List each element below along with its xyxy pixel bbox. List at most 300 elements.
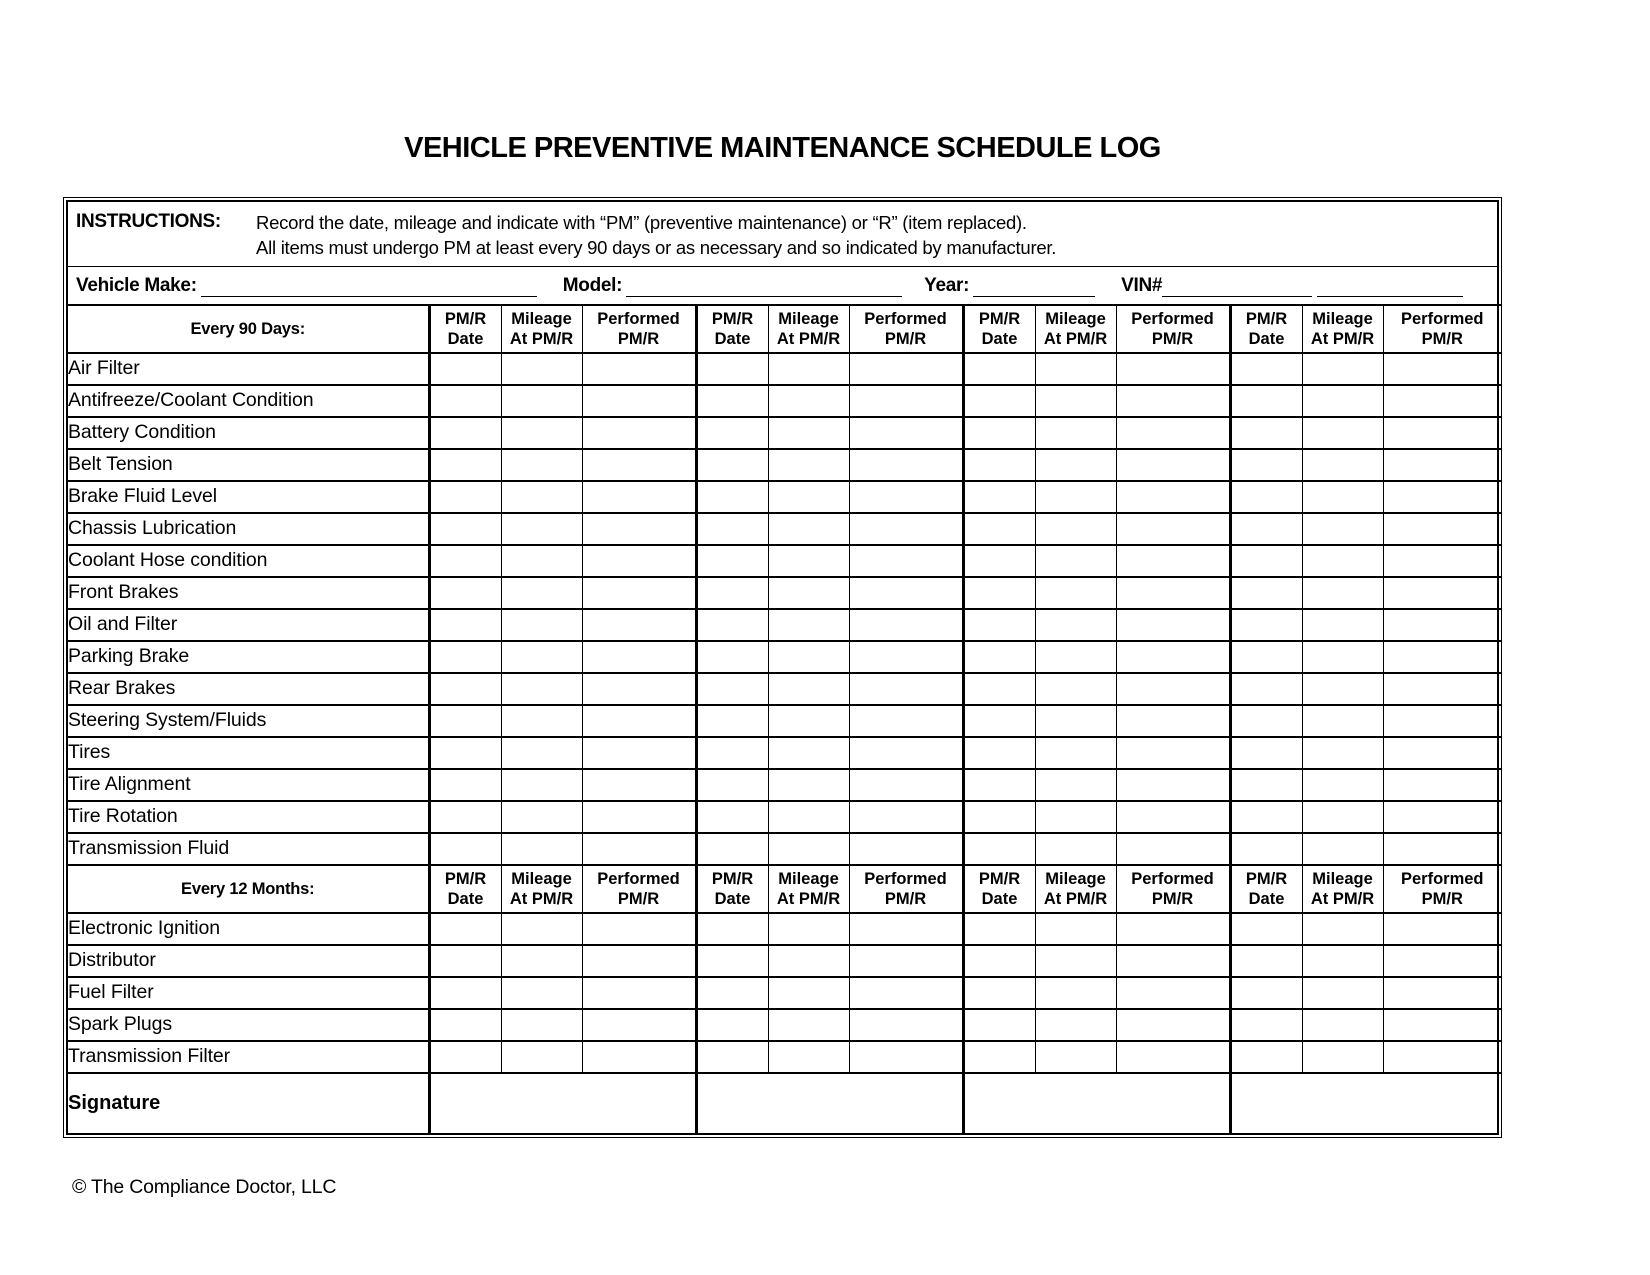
entry-cell[interactable] [1035, 673, 1116, 705]
entry-cell[interactable] [1035, 353, 1116, 385]
vin-field[interactable] [1162, 273, 1312, 297]
entry-cell[interactable] [849, 913, 963, 945]
entry-cell[interactable] [696, 737, 768, 769]
entry-cell[interactable] [1302, 737, 1383, 769]
entry-cell[interactable] [501, 449, 582, 481]
entry-cell[interactable] [696, 385, 768, 417]
entry-cell[interactable] [1302, 641, 1383, 673]
column-header: Mileage At PM/R [501, 305, 582, 353]
column-header: PM/R Date [1230, 305, 1302, 353]
entry-cell[interactable] [696, 705, 768, 737]
entry-cell[interactable] [768, 1041, 849, 1073]
entry-cell[interactable] [963, 977, 1035, 1009]
entry-cell[interactable] [1302, 977, 1383, 1009]
entry-cell[interactable] [1116, 353, 1230, 385]
entry-cell[interactable] [1116, 801, 1230, 833]
entry-cell[interactable] [1035, 977, 1116, 1009]
entry-cell[interactable] [582, 417, 696, 449]
entry-cell[interactable] [1302, 945, 1383, 977]
entry-cell[interactable] [1116, 481, 1230, 513]
table-row [68, 353, 1501, 385]
entry-cell[interactable] [963, 673, 1035, 705]
entry-cell[interactable] [582, 801, 696, 833]
entry-cell[interactable] [768, 705, 849, 737]
entry-cell[interactable] [849, 1041, 963, 1073]
entry-cell[interactable] [501, 705, 582, 737]
entry-cell[interactable] [429, 913, 501, 945]
entry-cell[interactable] [1302, 449, 1383, 481]
table-row [68, 833, 1501, 865]
entry-cell[interactable] [1383, 385, 1501, 417]
signature-cell[interactable] [696, 1073, 963, 1133]
entry-cell[interactable] [1035, 1009, 1116, 1041]
entry-cell[interactable] [696, 545, 768, 577]
instructions-label: INSTRUCTIONS: [76, 211, 221, 232]
entry-cell[interactable] [1230, 577, 1302, 609]
entry-cell[interactable] [696, 913, 768, 945]
entry-cell[interactable] [1383, 353, 1501, 385]
entry-cell[interactable] [768, 801, 849, 833]
entry-cell[interactable] [1302, 1041, 1383, 1073]
entry-cell[interactable] [429, 417, 501, 449]
entry-cell[interactable] [963, 801, 1035, 833]
entry-cell[interactable] [696, 945, 768, 977]
signature-cell[interactable] [963, 1073, 1230, 1133]
entry-cell[interactable] [1116, 945, 1230, 977]
entry-cell[interactable] [1035, 769, 1116, 801]
entry-cell[interactable] [582, 545, 696, 577]
entry-cell[interactable] [849, 353, 963, 385]
entry-cell[interactable] [1383, 673, 1501, 705]
entry-cell[interactable] [582, 945, 696, 977]
entry-cell[interactable] [429, 833, 501, 865]
entry-cell[interactable] [1383, 641, 1501, 673]
item-label: Rear Brakes [68, 673, 429, 705]
entry-cell[interactable] [963, 577, 1035, 609]
entry-cell[interactable] [1116, 705, 1230, 737]
entry-cell[interactable] [768, 577, 849, 609]
entry-cell[interactable] [429, 801, 501, 833]
entry-cell[interactable] [429, 385, 501, 417]
entry-cell[interactable] [696, 673, 768, 705]
entry-cell[interactable] [1383, 801, 1501, 833]
entry-cell[interactable] [582, 1041, 696, 1073]
entry-cell[interactable] [1230, 641, 1302, 673]
form-body [66, 200, 1499, 1135]
instruction-line-2: All items must undergo PM at least every 90 days or as necessary and so indicated by manufacturer. [256, 236, 1057, 258]
entry-cell[interactable] [768, 673, 849, 705]
vehicle-info-row [68, 267, 1497, 304]
item-label: Brake Fluid Level [68, 481, 429, 513]
entry-cell[interactable] [1116, 737, 1230, 769]
model-field[interactable] [626, 273, 902, 297]
entry-cell[interactable] [1035, 449, 1116, 481]
entry-cell[interactable] [1302, 353, 1383, 385]
entry-cell[interactable] [696, 449, 768, 481]
entry-cell[interactable] [582, 1009, 696, 1041]
entry-cell[interactable] [429, 449, 501, 481]
entry-cell[interactable] [963, 833, 1035, 865]
column-header: Performed PM/R [1383, 305, 1501, 353]
entry-cell[interactable] [963, 1009, 1035, 1041]
entry-cell[interactable] [429, 609, 501, 641]
entry-cell[interactable] [1383, 513, 1501, 545]
entry-cell[interactable] [849, 737, 963, 769]
entry-cell[interactable] [501, 481, 582, 513]
item-label: Electronic Ignition [68, 913, 429, 945]
entry-cell[interactable] [849, 417, 963, 449]
entry-cell[interactable] [582, 977, 696, 1009]
entry-cell[interactable] [429, 945, 501, 977]
entry-cell[interactable] [501, 977, 582, 1009]
entry-cell[interactable] [849, 673, 963, 705]
entry-cell[interactable] [963, 705, 1035, 737]
entry-cell[interactable] [429, 545, 501, 577]
column-header: Mileage At PM/R [1302, 305, 1383, 353]
model-label: Model: [562, 274, 623, 296]
item-label: Battery Condition [68, 417, 429, 449]
entry-cell[interactable] [1383, 577, 1501, 609]
entry-cell[interactable] [849, 977, 963, 1009]
entry-cell[interactable] [1383, 737, 1501, 769]
column-header: Performed PM/R [582, 865, 696, 913]
entry-cell[interactable] [696, 353, 768, 385]
entry-cell[interactable] [1116, 673, 1230, 705]
entry-cell[interactable] [501, 833, 582, 865]
entry-cell[interactable] [1230, 449, 1302, 481]
entry-cell[interactable] [1383, 913, 1501, 945]
entry-cell[interactable] [1230, 801, 1302, 833]
entry-cell[interactable] [501, 1041, 582, 1073]
entry-cell[interactable] [429, 705, 501, 737]
entry-cell[interactable] [1230, 513, 1302, 545]
entry-cell[interactable] [1035, 545, 1116, 577]
entry-cell[interactable] [849, 769, 963, 801]
entry-cell[interactable] [429, 673, 501, 705]
entry-cell[interactable] [849, 641, 963, 673]
entry-cell[interactable] [768, 641, 849, 673]
entry-cell[interactable] [1116, 545, 1230, 577]
entry-cell[interactable] [696, 769, 768, 801]
entry-cell[interactable] [501, 737, 582, 769]
entry-cell[interactable] [501, 945, 582, 977]
entry-cell[interactable] [696, 833, 768, 865]
entry-cell[interactable] [501, 641, 582, 673]
entry-cell[interactable] [1302, 801, 1383, 833]
entry-cell[interactable] [1230, 609, 1302, 641]
entry-cell[interactable] [501, 609, 582, 641]
entry-cell[interactable] [1035, 945, 1116, 977]
entry-cell[interactable] [1302, 705, 1383, 737]
entry-cell[interactable] [768, 353, 849, 385]
entry-cell[interactable] [768, 769, 849, 801]
section-label-12-months: Every 12 Months: [68, 865, 429, 913]
entry-cell[interactable] [1383, 545, 1501, 577]
entry-cell[interactable] [1230, 769, 1302, 801]
entry-cell[interactable] [1116, 641, 1230, 673]
entry-cell[interactable] [963, 737, 1035, 769]
entry-cell[interactable] [1302, 833, 1383, 865]
entry-cell[interactable] [768, 449, 849, 481]
entry-cell[interactable] [1230, 545, 1302, 577]
entry-cell[interactable] [1383, 705, 1501, 737]
entry-cell[interactable] [1230, 945, 1302, 977]
entry-cell[interactable] [582, 737, 696, 769]
entry-cell[interactable] [1035, 801, 1116, 833]
entry-cell[interactable] [1383, 449, 1501, 481]
entry-cell[interactable] [768, 417, 849, 449]
entry-cell[interactable] [1035, 705, 1116, 737]
entry-cell[interactable] [1302, 1009, 1383, 1041]
entry-cell[interactable] [1302, 513, 1383, 545]
entry-cell[interactable] [1230, 385, 1302, 417]
entry-cell[interactable] [849, 945, 963, 977]
entry-cell[interactable] [849, 513, 963, 545]
table-row [68, 385, 1501, 417]
entry-cell[interactable] [582, 913, 696, 945]
table-row [68, 609, 1501, 641]
entry-cell[interactable] [1230, 977, 1302, 1009]
entry-cell[interactable] [501, 353, 582, 385]
entry-cell[interactable] [768, 977, 849, 1009]
vehicle-make-label: Vehicle Make: [76, 274, 197, 296]
entry-cell[interactable] [696, 1041, 768, 1073]
entry-cell[interactable] [963, 545, 1035, 577]
entry-cell[interactable] [429, 769, 501, 801]
entry-cell[interactable] [501, 577, 582, 609]
entry-cell[interactable] [849, 705, 963, 737]
entry-cell[interactable] [1116, 1009, 1230, 1041]
signature-row [68, 1073, 1501, 1133]
vehicle-make-field[interactable] [201, 273, 537, 297]
entry-cell[interactable] [429, 1009, 501, 1041]
entry-cell[interactable] [768, 737, 849, 769]
entry-cell[interactable] [582, 577, 696, 609]
entry-cell[interactable] [1116, 449, 1230, 481]
entry-cell[interactable] [1302, 769, 1383, 801]
entry-cell[interactable] [501, 801, 582, 833]
table-row [68, 577, 1501, 609]
entry-cell[interactable] [429, 1041, 501, 1073]
table-row [68, 481, 1501, 513]
entry-cell[interactable] [963, 913, 1035, 945]
entry-cell[interactable] [963, 1041, 1035, 1073]
entry-cell[interactable] [1230, 1009, 1302, 1041]
entry-cell[interactable] [429, 513, 501, 545]
entry-cell[interactable] [963, 513, 1035, 545]
entry-cell[interactable] [429, 481, 501, 513]
entry-cell[interactable] [963, 945, 1035, 977]
entry-cell[interactable] [501, 545, 582, 577]
signature-cell[interactable] [429, 1073, 696, 1133]
column-header: Mileage At PM/R [768, 305, 849, 353]
entry-cell[interactable] [1116, 769, 1230, 801]
entry-cell[interactable] [1302, 577, 1383, 609]
entry-cell[interactable] [1230, 737, 1302, 769]
entry-cell[interactable] [1302, 609, 1383, 641]
entry-cell[interactable] [1383, 609, 1501, 641]
entry-cell[interactable] [1230, 673, 1302, 705]
entry-cell[interactable] [501, 385, 582, 417]
entry-cell[interactable] [1035, 737, 1116, 769]
entry-cell[interactable] [501, 673, 582, 705]
entry-cell[interactable] [1116, 977, 1230, 1009]
entry-cell[interactable] [768, 1009, 849, 1041]
entry-cell[interactable] [768, 833, 849, 865]
entry-cell[interactable] [582, 769, 696, 801]
entry-cell[interactable] [1302, 481, 1383, 513]
entry-cell[interactable] [963, 481, 1035, 513]
entry-cell[interactable] [429, 353, 501, 385]
entry-cell[interactable] [1302, 545, 1383, 577]
entry-cell[interactable] [696, 641, 768, 673]
entry-cell[interactable] [1035, 385, 1116, 417]
entry-cell[interactable] [849, 833, 963, 865]
column-header: PM/R Date [963, 865, 1035, 913]
entry-cell[interactable] [582, 609, 696, 641]
entry-cell[interactable] [1230, 913, 1302, 945]
entry-cell[interactable] [696, 481, 768, 513]
entry-cell[interactable] [429, 641, 501, 673]
entry-cell[interactable] [1302, 673, 1383, 705]
entry-cell[interactable] [696, 1009, 768, 1041]
column-header: Performed PM/R [582, 305, 696, 353]
entry-cell[interactable] [1383, 977, 1501, 1009]
entry-cell[interactable] [1230, 481, 1302, 513]
entry-cell[interactable] [849, 481, 963, 513]
entry-cell[interactable] [1035, 417, 1116, 449]
entry-cell[interactable] [582, 641, 696, 673]
entry-cell[interactable] [1116, 513, 1230, 545]
entry-cell[interactable] [582, 833, 696, 865]
entry-cell[interactable] [582, 513, 696, 545]
table-row [68, 705, 1501, 737]
vin-field-2[interactable] [1317, 273, 1463, 297]
entry-cell[interactable] [1383, 417, 1501, 449]
entry-cell[interactable] [963, 417, 1035, 449]
entry-cell[interactable] [849, 449, 963, 481]
section-header-row-90-days [68, 305, 1501, 353]
table-row [68, 977, 1501, 1009]
entry-cell[interactable] [768, 609, 849, 641]
entry-cell[interactable] [1230, 1041, 1302, 1073]
entry-cell[interactable] [768, 545, 849, 577]
entry-cell[interactable] [1035, 641, 1116, 673]
entry-cell[interactable] [429, 737, 501, 769]
entry-cell[interactable] [1302, 913, 1383, 945]
form-border [63, 197, 1502, 1138]
entry-cell[interactable] [501, 1009, 582, 1041]
entry-cell[interactable] [768, 913, 849, 945]
entry-cell[interactable] [696, 977, 768, 1009]
entry-cell[interactable] [849, 545, 963, 577]
entry-cell[interactable] [696, 417, 768, 449]
entry-cell[interactable] [1383, 945, 1501, 977]
entry-cell[interactable] [963, 449, 1035, 481]
entry-cell[interactable] [696, 609, 768, 641]
entry-cell[interactable] [849, 1009, 963, 1041]
entry-cell[interactable] [429, 977, 501, 1009]
entry-cell[interactable] [768, 481, 849, 513]
table-row [68, 913, 1501, 945]
entry-cell[interactable] [582, 449, 696, 481]
column-header: Performed PM/R [1116, 305, 1230, 353]
maintenance-table [68, 304, 1501, 1133]
entry-cell[interactable] [1116, 417, 1230, 449]
entry-cell[interactable] [1230, 353, 1302, 385]
entry-cell[interactable] [582, 385, 696, 417]
entry-cell[interactable] [1116, 609, 1230, 641]
entry-cell[interactable] [849, 385, 963, 417]
item-label: Front Brakes [68, 577, 429, 609]
entry-cell[interactable] [501, 417, 582, 449]
instructions-panel [68, 202, 1497, 267]
entry-cell[interactable] [963, 353, 1035, 385]
entry-cell[interactable] [963, 609, 1035, 641]
entry-cell[interactable] [1035, 577, 1116, 609]
entry-cell[interactable] [429, 577, 501, 609]
entry-cell[interactable] [963, 385, 1035, 417]
entry-cell[interactable] [696, 801, 768, 833]
entry-cell[interactable] [1116, 577, 1230, 609]
entry-cell[interactable] [582, 673, 696, 705]
entry-cell[interactable] [582, 481, 696, 513]
item-label: Tire Rotation [68, 801, 429, 833]
entry-cell[interactable] [1116, 385, 1230, 417]
entry-cell[interactable] [1230, 833, 1302, 865]
year-field[interactable] [973, 273, 1095, 297]
entry-cell[interactable] [1035, 833, 1116, 865]
entry-cell[interactable] [1035, 513, 1116, 545]
entry-cell[interactable] [1383, 833, 1501, 865]
signature-cell[interactable] [1230, 1073, 1501, 1133]
entry-cell[interactable] [849, 577, 963, 609]
entry-cell[interactable] [501, 513, 582, 545]
entry-cell[interactable] [1383, 1009, 1501, 1041]
entry-cell[interactable] [963, 641, 1035, 673]
entry-cell[interactable] [1116, 1041, 1230, 1073]
entry-cell[interactable] [1383, 769, 1501, 801]
entry-cell[interactable] [501, 913, 582, 945]
entry-cell[interactable] [582, 705, 696, 737]
entry-cell[interactable] [849, 609, 963, 641]
entry-cell[interactable] [1035, 1041, 1116, 1073]
entry-cell[interactable] [1035, 481, 1116, 513]
entry-cell[interactable] [1383, 481, 1501, 513]
entry-cell[interactable] [1302, 417, 1383, 449]
entry-cell[interactable] [501, 769, 582, 801]
item-label: Tires [68, 737, 429, 769]
entry-cell[interactable] [1302, 385, 1383, 417]
entry-cell[interactable] [582, 353, 696, 385]
entry-cell[interactable] [1116, 833, 1230, 865]
entry-cell[interactable] [1230, 417, 1302, 449]
section-label-90-days: Every 90 Days: [68, 305, 429, 353]
column-header: PM/R Date [429, 865, 501, 913]
entry-cell[interactable] [696, 513, 768, 545]
entry-cell[interactable] [1230, 705, 1302, 737]
entry-cell[interactable] [768, 945, 849, 977]
entry-cell[interactable] [696, 577, 768, 609]
entry-cell[interactable] [1035, 609, 1116, 641]
entry-cell[interactable] [768, 385, 849, 417]
entry-cell[interactable] [1116, 913, 1230, 945]
entry-cell[interactable] [849, 801, 963, 833]
entry-cell[interactable] [1383, 1041, 1501, 1073]
entry-cell[interactable] [768, 513, 849, 545]
entry-cell[interactable] [1035, 913, 1116, 945]
entry-cell[interactable] [963, 769, 1035, 801]
